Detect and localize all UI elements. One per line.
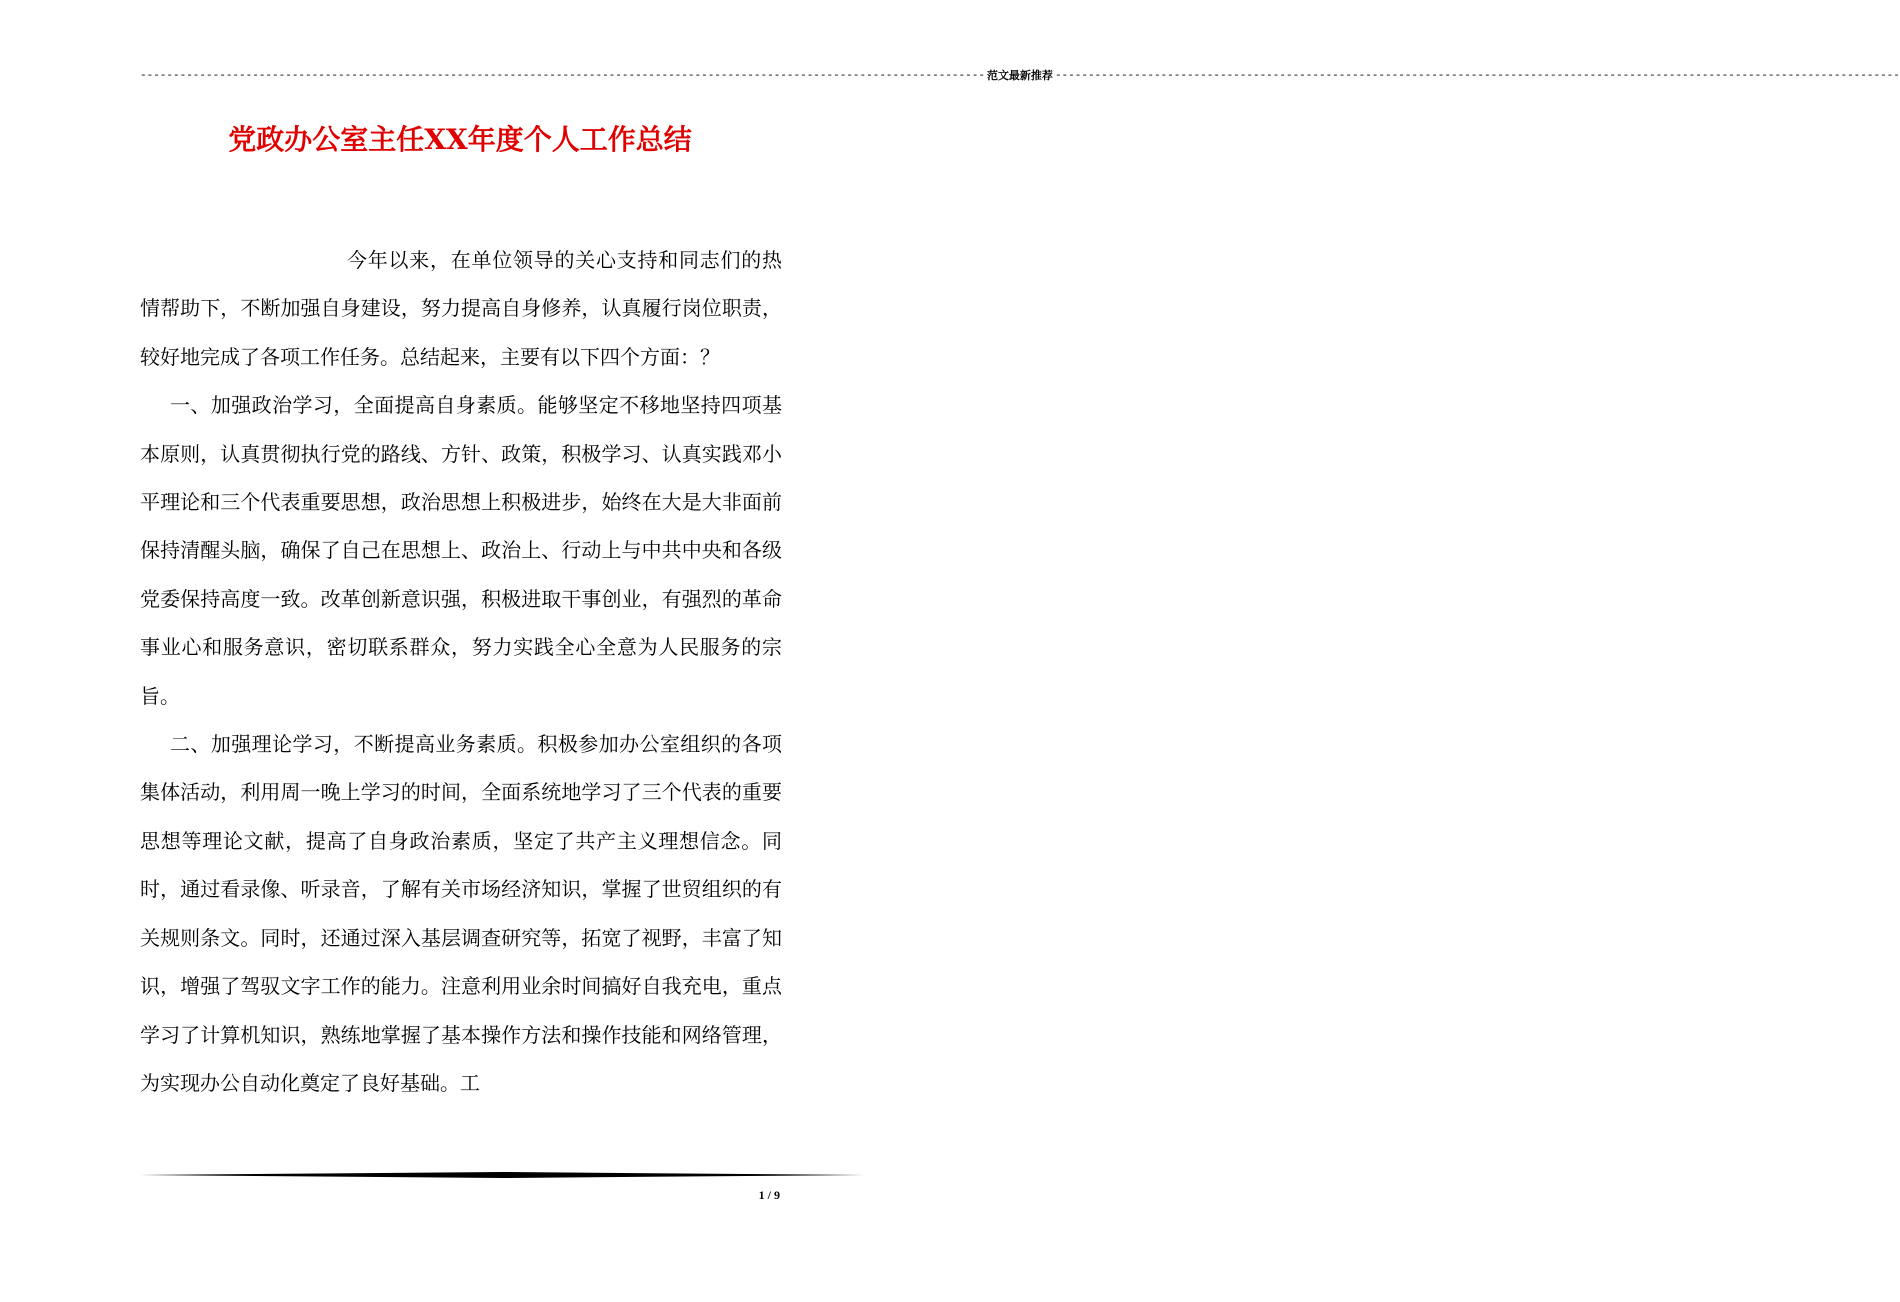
document-title: 党政办公室主任XX年度个人工作总结 bbox=[228, 123, 692, 156]
header-label: 范文最新推荐 bbox=[986, 69, 1053, 82]
header-dashes-left: -------------------------------------------------------------------------------------------------------------------------------- bbox=[140, 70, 985, 82]
header-dashes-right: -------------------------------------------------------------------------------------------------------------------------------- bbox=[1054, 70, 1900, 82]
paragraph-intro: 今年以来，在单位领导的关心支持和同志们的热情帮助下，不断加强自身建设，努力提高自身修养，认真履行岗位职责，较好地完成了各项工作任务。总结起来，主要有以下四个方面：？ bbox=[140, 248, 782, 369]
page-header bbox=[140, 68, 1900, 84]
page-number: 1 / 9 bbox=[758, 1188, 780, 1202]
document-body bbox=[140, 236, 782, 1107]
paragraph-section-1: 一、加强政治学习，全面提高自身素质。能够坚定不移地坚持四项基本原则，认真贯彻执行党的路线、方针、政策，积极学习、认真实践邓小平理论和三个代表重要思想，政治思想上积极进步，始终在大是大非面前保持清醒头脑，确保了自己在思想上、政治上、行动上与中共中央和各级党委保持高度一致。改革创新意识强，积极进取干事创业，有强烈的革命事业心和服务意识，密切联系群众，努力实践全心全意为人民服务的宗旨。 bbox=[140, 393, 782, 708]
paragraph-section-2: 二、加强理论学习，不断提高业务素质。积极参加办公室组织的各项集体活动，利用周一晚上学习的时间，全面系统地学习了三个代表的重要思想等理论文献，提高了自身政治素质，坚定了共产主义理想信念。同时，通过看录像、听录音，了解有关市场经济知识，掌握了世贸组织的有关规则条文。同时，还通过深入基层调查研究等，拓宽了视野，丰富了知识，增强了驾驭文字工作的能力。注意利用业余时间搞好自我充电，重点学习了计算机知识，熟练地掌握了基本操作方法和操作技能和网络管理，为实现办公自动化奠定了良好基础。工 bbox=[140, 732, 782, 1095]
footer-rule bbox=[140, 1168, 864, 1182]
